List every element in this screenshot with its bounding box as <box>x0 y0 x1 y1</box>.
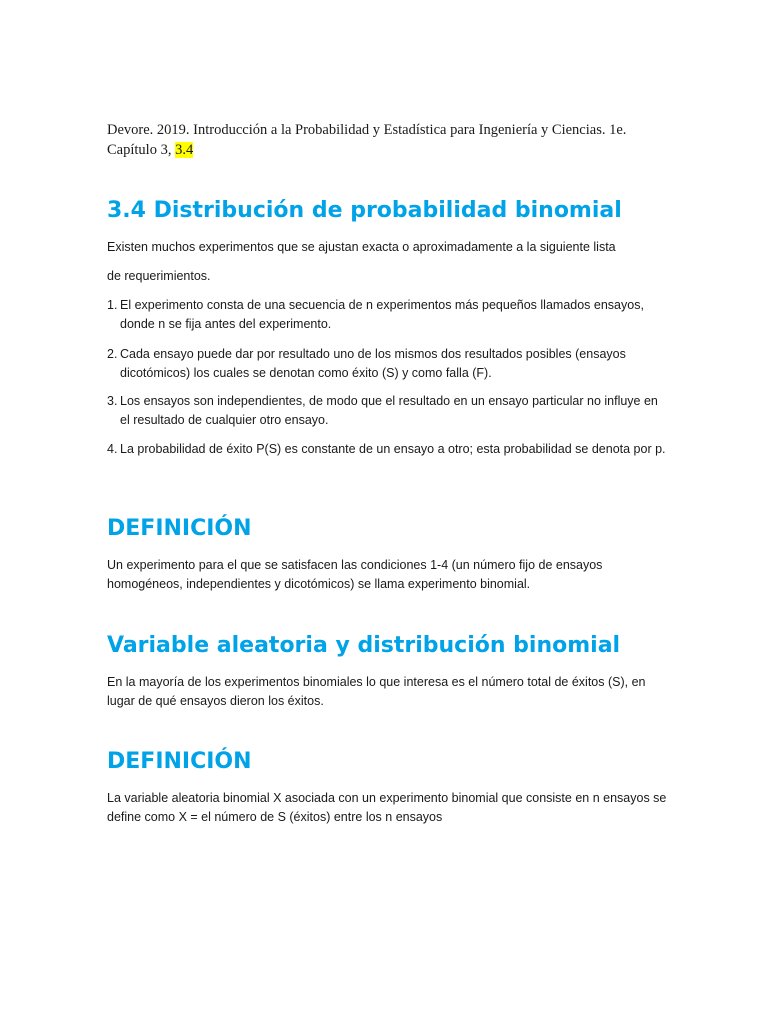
citation-text: Devore. 2019. Introducción a la Probabilidad y Estadística para Ingeniería y Ciencias. 1e. Capítulo 3, <box>107 122 627 158</box>
section-title-binomial: 3.4 Distribución de probabilidad binomial <box>107 198 622 223</box>
list-number: 1. <box>107 298 118 312</box>
list-item <box>107 440 667 459</box>
definition-text: Un experimento para el que se satisfacen las condiciones 1-4 (un número fijo de ensayos homogéneos, independientes y dicotómicos) se llama experimento binomial. <box>107 558 603 591</box>
list-item <box>107 392 667 430</box>
list-number: 4. <box>107 442 118 456</box>
intro-paragraph-line2: de requerimientos. <box>107 269 211 283</box>
list-item <box>107 345 667 383</box>
list-item-text: Los ensayos son independientes, de modo que el resultado en un ensayo particular no influye en el resultado de cualquier otro ensayo. <box>120 394 658 427</box>
intro-paragraph-line1: Existen muchos experimentos que se ajustan exacta o aproximadamente a la siguiente lista <box>107 240 616 254</box>
list-item <box>107 296 667 334</box>
citation <box>107 120 667 160</box>
section-title-random-variable: Variable aleatoria y distribución binomial <box>107 633 621 658</box>
definition-text: La variable aleatoria binomial X asociada con un experimento binomial que consiste en n ensayos se define como X = el número de S (éxitos) entre los n ensayos <box>107 791 667 824</box>
citation-highlight: 3.4 <box>175 142 194 158</box>
list-number: 2. <box>107 347 118 361</box>
list-item-text: La probabilidad de éxito P(S) es constante de un ensayo a otro; esta probabilidad se denota por p. <box>120 442 666 456</box>
list-item-text: El experimento consta de una secuencia de n experimentos más pequeños llamados ensayos, donde n se fija antes del experimento. <box>120 298 644 331</box>
list-item-text: Cada ensayo puede dar por resultado uno de los mismos dos resultados posibles (ensayos dicotómicos) los cuales se denotan como éxito (S) y como falla (F). <box>120 347 626 380</box>
section-paragraph: En la mayoría de los experimentos binomiales lo que interesa es el número total de éxitos (S), en lugar de qué ensayos dieron los éxitos. <box>107 675 646 708</box>
definition-heading: DEFINICIÓN <box>107 749 252 774</box>
definition-heading: DEFINICIÓN <box>107 516 252 541</box>
list-number: 3. <box>107 394 118 408</box>
